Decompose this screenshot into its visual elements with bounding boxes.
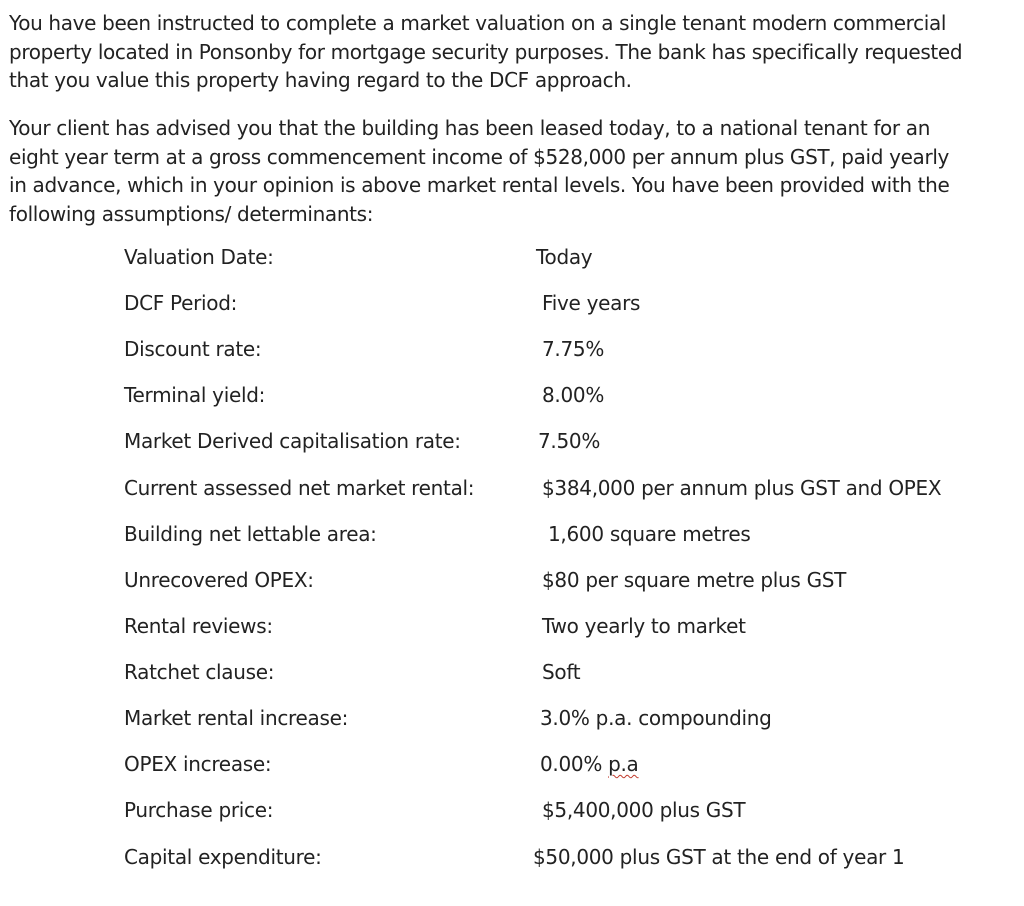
assumption-row-nla — [0, 522, 1024, 552]
assumption-row-market-rental-increase — [0, 706, 1024, 736]
assumption-label: Current assessed net market rental: — [124, 476, 475, 500]
assumption-value: 8.00% — [542, 383, 605, 407]
assumption-value: $384,000 per annum plus GST and OPEX — [542, 476, 942, 500]
assumption-value — [540, 752, 639, 776]
assumption-row-terminal-yield — [0, 383, 1024, 413]
assumption-label: OPEX increase: — [124, 752, 272, 776]
assumption-row-market-rental — [0, 476, 1024, 506]
assumption-row-cap-rate — [0, 429, 1024, 459]
brief-line: Your client has advised you that the building has been leased today, to a national tenant for an — [9, 116, 931, 140]
intro-line: You have been instructed to complete a market valuation on a single tenant modern commercial — [9, 11, 947, 35]
intro-line: property located in Ponsonby for mortgage security purposes. The bank has specifically requested — [9, 39, 963, 64]
assumption-label: Valuation Date: — [124, 245, 274, 269]
brief-paragraph — [9, 114, 949, 228]
brief-line: in advance, which in your opinion is above market rental levels. You have been provided with the — [9, 173, 950, 198]
assumption-label: Unrecovered OPEX: — [124, 568, 314, 592]
assumption-value: Soft — [542, 660, 581, 684]
assumption-value-main: 0.00% — [540, 752, 609, 776]
assumption-row-discount-rate — [0, 337, 1024, 367]
assumption-row-rental-reviews — [0, 614, 1024, 644]
assumption-label: Building net lettable area: — [124, 522, 377, 546]
assumption-value: Two yearly to market — [542, 614, 746, 638]
assumption-value: $50,000 plus GST at the end of year 1 — [533, 845, 905, 869]
assumption-label: Purchase price: — [124, 798, 274, 822]
assumption-label: Discount rate: — [124, 337, 262, 361]
assumption-label: Market rental increase: — [124, 706, 349, 730]
assumption-row-purchase-price — [0, 798, 1024, 828]
brief-line: eight year term at a gross commencement income of $528,000 per annum plus GST, paid yearly — [9, 144, 950, 169]
intro-line: that you value this property having regard to the DCF approach. — [9, 68, 632, 93]
assumption-label: Market Derived capitalisation rate: — [124, 429, 461, 453]
brief-line: following assumptions/ determinants: — [9, 201, 374, 226]
assumption-label: Rental reviews: — [124, 614, 273, 638]
assumption-label: Capital expenditure: — [124, 845, 322, 869]
assumption-value: Today — [536, 245, 593, 269]
assumption-value: $5,400,000 plus GST — [542, 798, 746, 822]
assumption-label: DCF Period: — [124, 291, 238, 315]
assumption-value: 1,600 square metres — [548, 522, 751, 546]
assumption-value: 7.50% — [538, 429, 601, 453]
assumption-value: 3.0% p.a. compounding — [540, 706, 772, 730]
assumption-row-dcf-period — [0, 291, 1024, 321]
assumption-row-capital-expenditure — [0, 845, 1024, 875]
assumption-label: Terminal yield: — [124, 383, 266, 407]
assumption-value: 7.75% — [542, 337, 605, 361]
assumption-row-unrecovered-opex — [0, 568, 1024, 598]
assumption-row-ratchet-clause — [0, 660, 1024, 690]
assumption-value: Five years — [542, 291, 641, 315]
spellcheck-flagged-text: p.a — [608, 752, 639, 776]
assumption-value: $80 per square metre plus GST — [542, 568, 847, 592]
assumption-row-opex-increase — [0, 752, 1024, 782]
intro-paragraph — [9, 9, 962, 95]
assumption-row-valuation-date — [0, 245, 1024, 275]
assumption-label: Ratchet clause: — [124, 660, 275, 684]
